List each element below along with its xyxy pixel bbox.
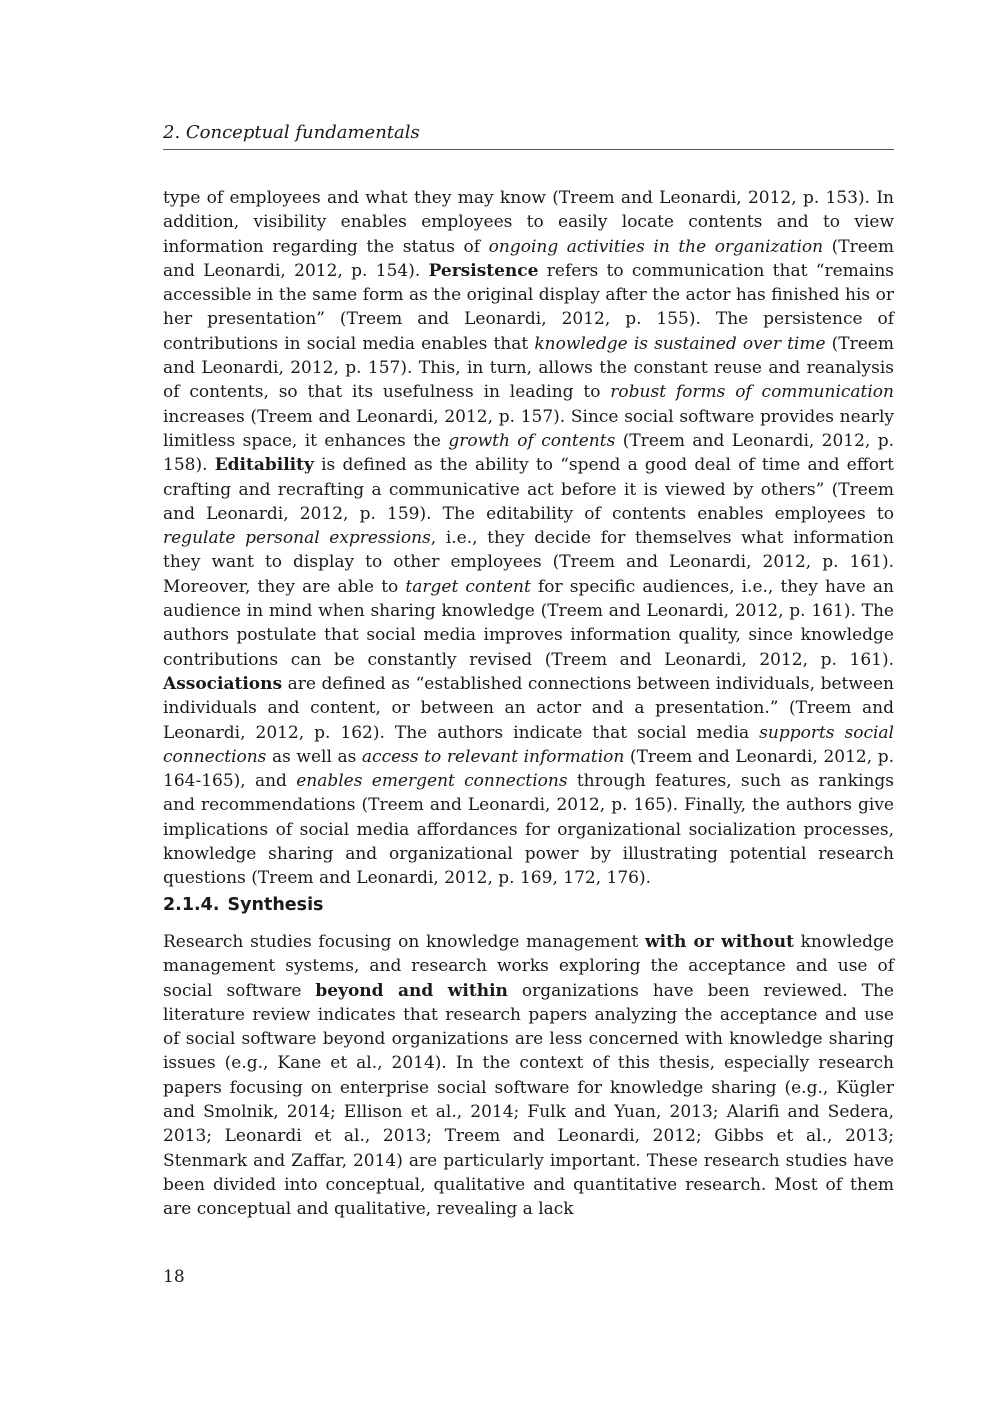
body-paragraph: [163, 930, 894, 1222]
text-run: is defined as the ability to “spend a good deal of time and effort crafting and recrafting a communicative act before it is viewed by others” (Treem and Leonardi, 2012, p. 159). The editability of contents enables employees to: [163, 455, 894, 524]
bold-term: with or without: [645, 932, 794, 952]
chapter-title: 2. Conceptual fundamentals: [163, 122, 420, 143]
italic-emphasis: access to relevant information: [361, 746, 625, 767]
bold-term: beyond and within: [315, 980, 508, 1001]
italic-emphasis: regulate personal expressions: [163, 528, 431, 549]
bold-term: Associations: [163, 673, 283, 694]
section-number: 2.1.4.: [163, 895, 220, 915]
running-header: [163, 121, 894, 150]
italic-emphasis: robust forms of communication: [610, 382, 894, 403]
page-number: 18: [163, 1267, 185, 1287]
italic-emphasis: enables emergent connections: [296, 771, 568, 792]
text-run: , i.e., they decide for themselves what information they want to display to other employees (Treem and Leonardi, 2012, p. 161). Moreover, they are able to: [163, 528, 894, 597]
text-run: through features, such as rankings and recommendations (Treem and Leonardi, 2012, p. 165). Finally, the authors give implications of social media affordances for organizational socialization processes, knowledge sharing and organizational power by illustrating potential research questions (Treem and Leonardi, 2012, p. 169, 172, 176).: [163, 771, 894, 889]
text-run: (Treem and Leonardi, 2012, p. 154).: [163, 236, 894, 281]
section-heading: [163, 893, 323, 917]
text-run: increases (Treem and Leonardi, 2012, p. 157). Since social software provides nearly limitless space, it enhances the: [163, 406, 894, 451]
section-title: Synthesis: [227, 895, 324, 915]
italic-emphasis: knowledge is sustained over time: [534, 333, 826, 354]
text-run: (Treem and Leonardi, 2012, p. 158).: [163, 430, 895, 476]
bold-term: Editability: [214, 455, 314, 476]
text-run: for specific audiences, i.e., they have an audience in mind when sharing knowledge (Treem and Leonardi, 2012, p. 161). The authors postulate that social media improves information quality, since knowledge contributions can be constantly revised (Treem and Leonardi, 2012, p. 161).: [163, 576, 895, 670]
text-run: organizations have been reviewed. The literature review indicates that research papers analyzing the acceptance and use of social software beyond organizations are less concerned with knowledge sharing issues (e.g., Kane et al., 2014). In the context of this thesis, especially research papers focusing on enterprise social software for knowledge sharing (e.g., Kügler and Smolnik, 2014; Ellison et al., 2014; Fulk and Yuan, 2013; Alarifi and Sedera, 2013; Leonardi et al., 2013; Treem and Leonardi, 2012; Gibbs et al., 2013; Stenmark and Zaffar, 2014) are particularly important. These research studies have been divided into conceptual, qualitative and quantitative research. Most of them are conceptual and qualitative, revealing a lack: [163, 980, 894, 1220]
text-run: as well as: [266, 746, 362, 767]
text-run: refers to communication that “remains accessible in the same form as the original display after the actor has finished his or her presentation” (Treem and Leonardi, 2012, p. 155). The persistence of contributions in social media enables that: [163, 260, 894, 354]
text-run: (Treem and Leonardi, 2012, p. 164-165), and: [163, 746, 895, 792]
body-paragraph: [163, 186, 894, 891]
text-run: Research studies focusing on knowledge management: [163, 932, 646, 952]
italic-emphasis: target content: [405, 576, 531, 597]
text-run: are defined as “established connections between individuals, between individuals and content, or between an actor and a presentation.” (Treem and Leonardi, 2012, p. 162). The authors indicate that social media: [163, 673, 894, 743]
text-run: knowledge management systems, and research works exploring the acceptance and use of social software: [163, 932, 894, 1001]
italic-emphasis: supports social connections: [163, 722, 894, 767]
text-run: type of employees and what they may know (Treem and Leonardi, 2012, p. 153). In addition, visibility enables employees to easily locate contents and to view information regarding the status of: [163, 188, 894, 257]
text-run: (Treem and Leonardi, 2012, p. 157). This, in turn, allows the constant reuse and reanalysis of contents, so that its usefulness in leading to: [163, 333, 894, 403]
italic-emphasis: ongoing activities in the organization: [488, 236, 824, 257]
bold-term: Persistence: [428, 260, 539, 281]
italic-emphasis: growth of contents: [448, 430, 616, 451]
